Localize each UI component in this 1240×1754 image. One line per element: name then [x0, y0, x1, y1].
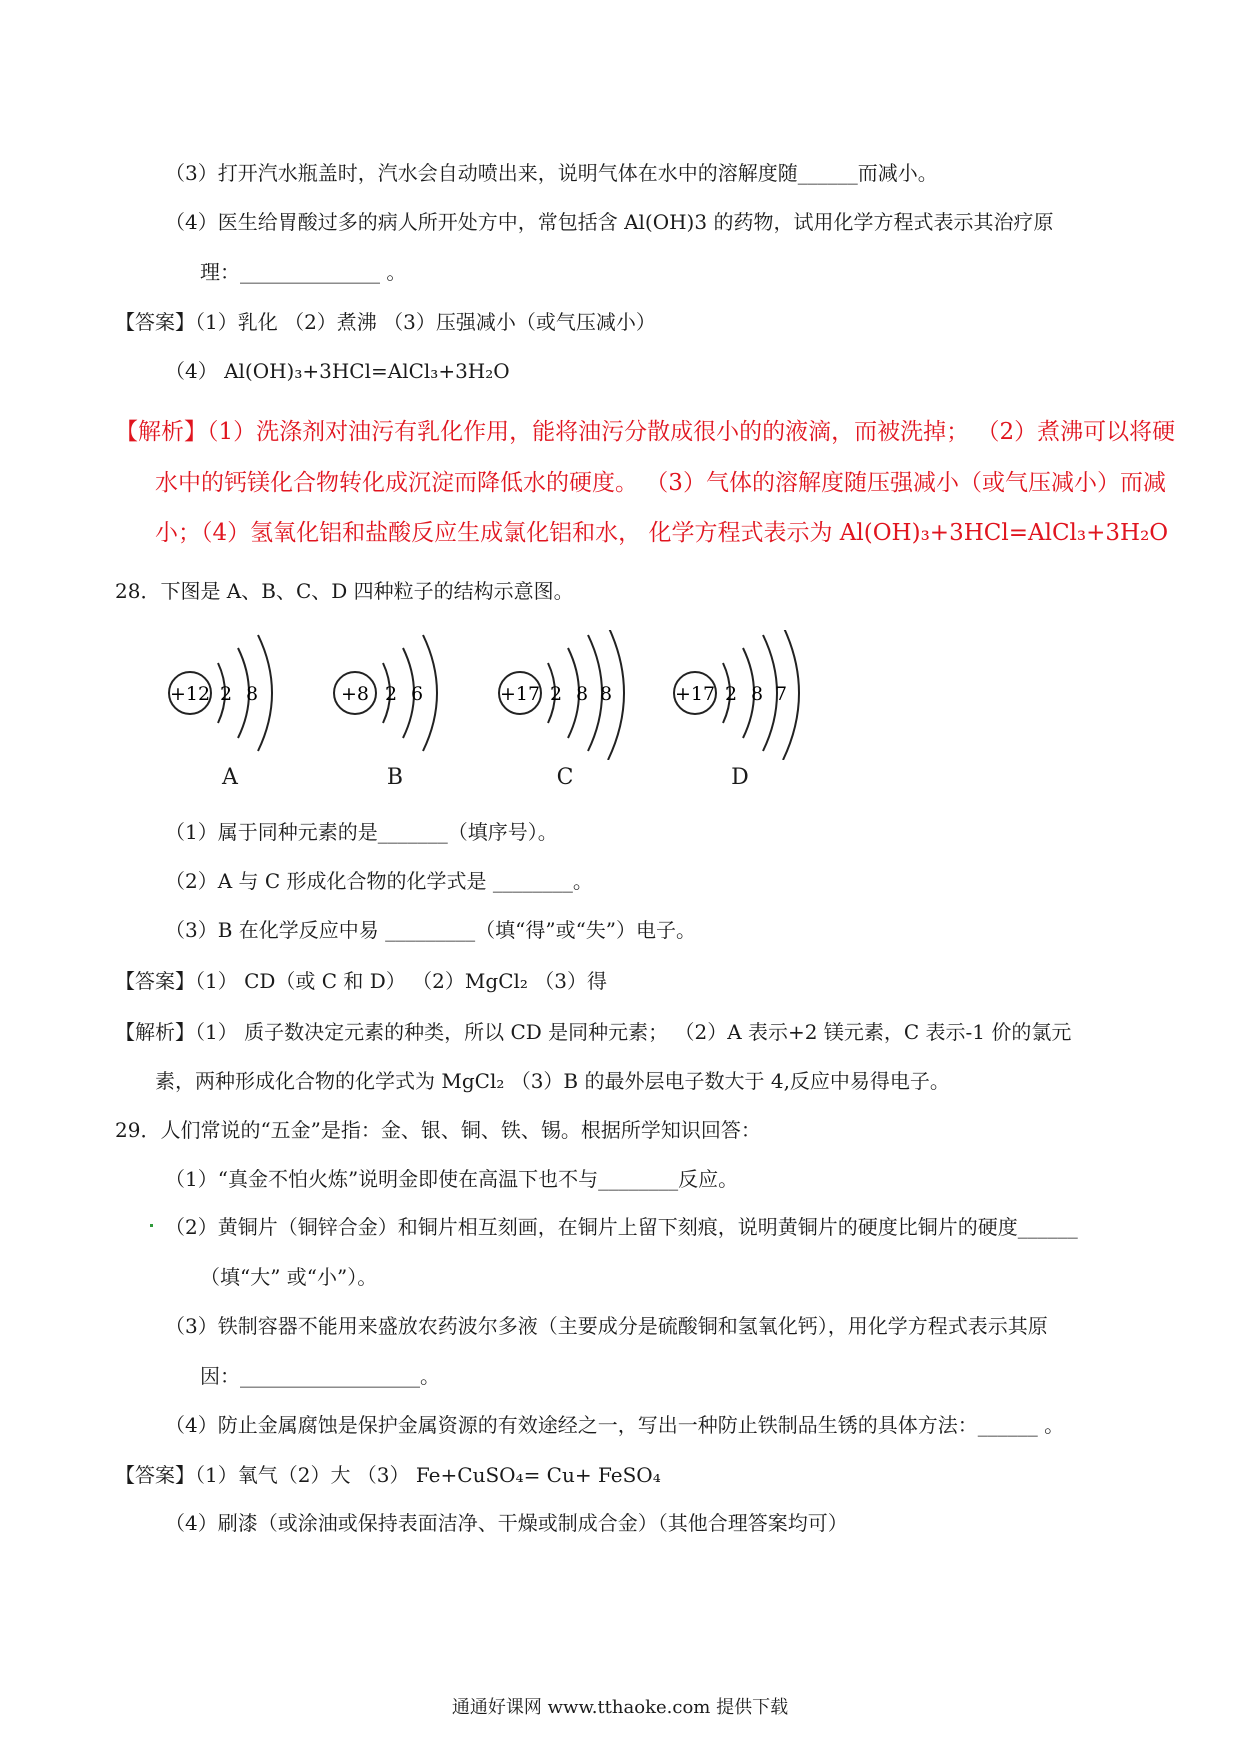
q27-analysis-line2: 水中的钙镁化合物转化成沉淀而降低水的硬度。 （3）气体的溶解度随压强减小（或气压减小）而减 [155, 470, 1166, 496]
atom-b-diagram [325, 630, 485, 760]
atom-d-shell-1: 2 [724, 683, 738, 705]
atom-d-label: D [731, 765, 749, 790]
atom-d [665, 630, 825, 790]
q28-sub1: （1）属于同种元素的是_______（填序号）。 [165, 820, 558, 844]
q27-analysis-line1: 【解析】（1）洗涤剂对油污有乳化作用，能将油污分散成很小的的液滴，而被洗掉； （2）煮沸可以将硬 [115, 419, 1176, 445]
atom-c-shell-2: 8 [575, 683, 589, 705]
atom-d-shell-3: 7 [774, 683, 788, 705]
q29-answer-line2: （4）刷漆（或涂油或保持表面洁净、干燥或制成合金）（其他合理答案均可） [165, 1511, 848, 1535]
q27-answer-line1: 【答案】（1）乳化 （2）煮沸 （3）压强减小（或气压减小） [115, 310, 656, 334]
q28-answer: 【答案】（1） CD（或 C 和 D） （2）MgCl₂ （3）得 [115, 969, 607, 993]
page-footer: 通通好课网 www.tthaoke.com 提供下载 [451, 1697, 789, 1718]
atom-b-nucleus: +8 [340, 683, 370, 705]
q29-sub3-line2: 因：__________________。 [200, 1364, 440, 1388]
atom-c-diagram [490, 630, 650, 760]
atom-d-nucleus: +17 [674, 683, 716, 705]
atom-d-shell-2: 8 [750, 683, 764, 705]
q28-analysis-line1: 【解析】（1） 质子数决定元素的种类，所以 CD 是同种元素； （2）A 表示+2 镁元素，C 表示-1 价的氯元 [115, 1020, 1072, 1044]
q27-sub3: （3）打开汽水瓶盖时，汽水会自动喷出来，说明气体在水中的溶解度随______而减小。 [165, 161, 938, 185]
green-tick-mark [150, 1224, 153, 1227]
q29-sub3-line1: （3）铁制容器不能用来盛放农药波尔多液（主要成分是硫酸铜和氢氧化钙），用化学方程式表示其原 [165, 1314, 1048, 1338]
atom-a-nucleus: +12 [169, 683, 211, 705]
atom-d-diagram [665, 630, 825, 760]
atom-b-label: B [386, 765, 404, 790]
q27-sub4-line1: （4）医生给胃酸过多的病人所开处方中，常包括含 Al(OH)3 的药物，试用化学方程式表示其治疗原 [165, 210, 1054, 234]
atom-a-shell-2: 8 [245, 683, 259, 705]
atom-c-shell-3: 8 [599, 683, 613, 705]
atom-a-diagram [160, 630, 320, 760]
atom-c-nucleus: +17 [499, 683, 541, 705]
q29-answer-line1: 【答案】（1）氧气（2）大 （3） Fe+CuSO₄= Cu+ FeSO₄ [115, 1463, 661, 1487]
q27-answer-line2: （4） Al(OH)₃+3HCl=AlCl₃+3H₂O [165, 359, 510, 383]
atom-c [490, 630, 650, 790]
atom-c-label: C [556, 765, 574, 790]
atom-b-shell-1: 2 [384, 683, 398, 705]
q27-analysis-line3: 小；（4）氢氧化铝和盐酸反应生成氯化铝和水， 化学方程式表示为 Al(OH)₃+3HCl=AlCl₃+3H₂O [155, 520, 1169, 546]
atom-a-label: A [222, 765, 238, 790]
q28-stem: 28．下图是 A、B、C、D 四种粒子的结构示意图。 [115, 579, 574, 603]
q28-analysis-line2: 素，两种形成化合物的化学式为 MgCl₂ （3）B 的最外层电子数大于 4,反应中易得电子。 [155, 1069, 950, 1093]
q29-sub4: （4）防止金属腐蚀是保护金属资源的有效途经之一，写出一种防止铁制品生锈的具体方法：______ 。 [165, 1413, 1065, 1437]
atom-structure-diagrams [160, 630, 840, 800]
atom-a [160, 630, 320, 790]
q29-sub2-line1: （2）黄铜片（铜锌合金）和铜片相互刻画，在铜片上留下刻痕，说明黄铜片的硬度比铜片的硬度______ [165, 1215, 1078, 1239]
atom-b-shell-2: 6 [410, 683, 424, 705]
q28-sub2: （2）A 与 C 形成化合物的化学式是 ________。 [165, 869, 593, 893]
q27-sub4-line2: 理：______________ 。 [200, 260, 407, 284]
atom-c-shell-1: 2 [549, 683, 563, 705]
q29-sub2-line2: （填“大” 或“小”）。 [200, 1265, 378, 1289]
q28-sub3: （3）B 在化学反应中易 _________（填“得”或“失”）电子。 [165, 918, 697, 942]
q29-stem: 29．人们常说的“五金”是指：金、银、铜、铁、锡。根据所学知识回答： [115, 1118, 761, 1142]
atom-b [325, 630, 485, 790]
q29-sub1: （1）“真金不怕火炼”说明金即使在高温下也不与________反应。 [165, 1167, 739, 1191]
atom-a-shell-1: 2 [219, 683, 233, 705]
